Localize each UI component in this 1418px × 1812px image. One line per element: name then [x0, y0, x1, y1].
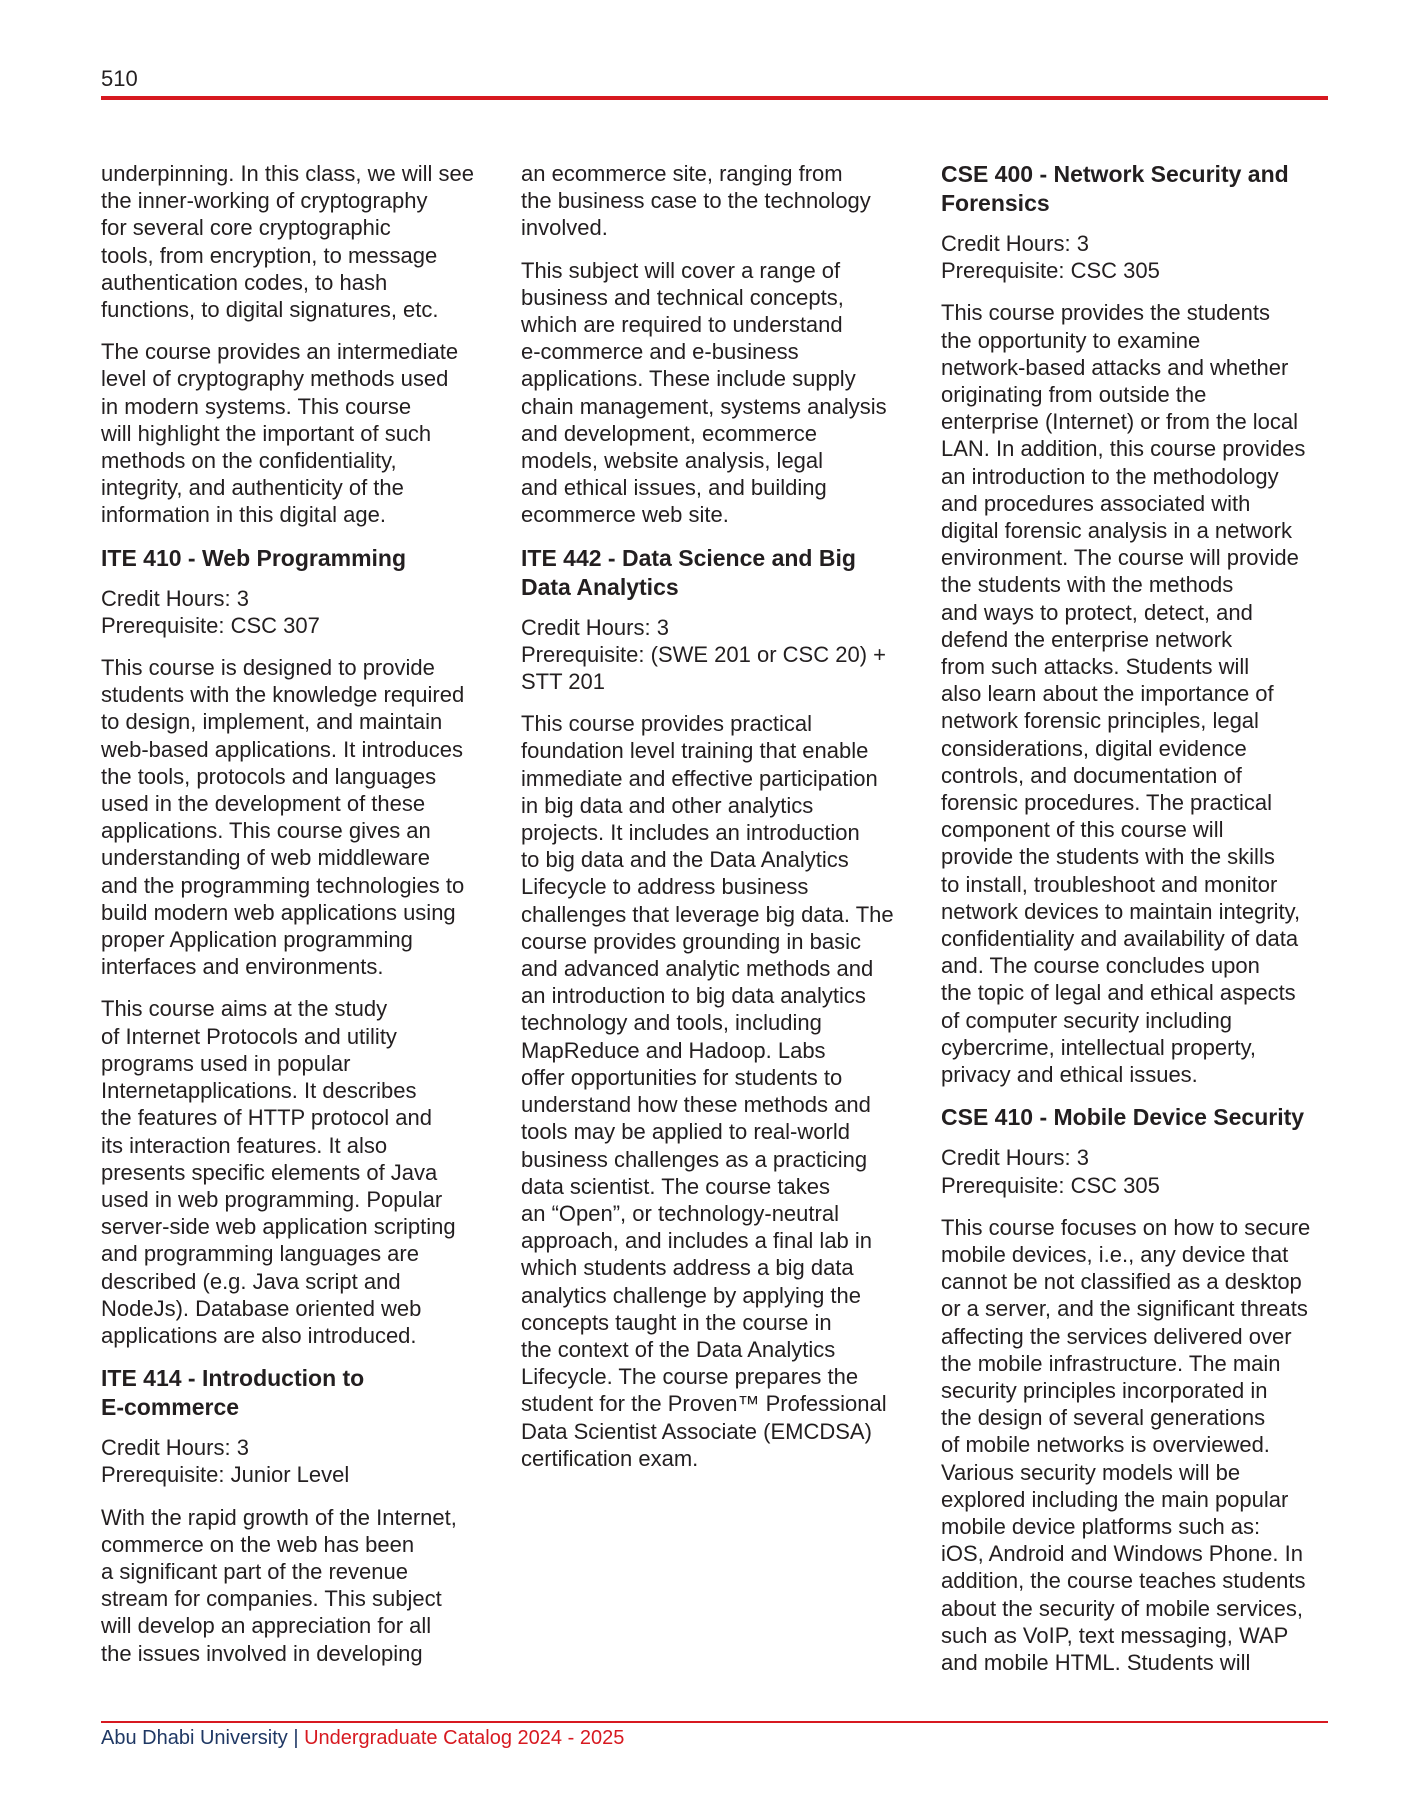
credit-hours: Credit Hours: 3 [101, 1435, 249, 1461]
paragraph: The course provides an intermediate level of cryptography methods used in modern systems. This course will highlight the important of such methods on the confidentiality, integrity, and authenticity of the information in this digital age. [101, 339, 459, 528]
course-title-cse410: CSE 410 - Mobile Device Security [941, 1104, 1305, 1131]
course-title-ite410: ITE 410 - Web Programming [101, 544, 407, 571]
paragraph: This subject will cover a range of business and technical concepts, which are required to understand e-commerce and e-business applications. These include supply chain management, systems analysis and development, ecommerce models, website analysis, legal and ethical issues, and building ecommerce web site. [521, 257, 887, 528]
credit-hours: Credit Hours: 3 [941, 1145, 1089, 1171]
column-left [101, 160, 496, 1682]
course-description: This course aims at the study of Internet Protocols and utility programs used in popular Internetapplications. It describes the features of HTTP protocol and its interaction features. It also presents specific elements of Java used in web programming. Popular server-side web application scripting and programming languages are described (e.g. Java script and NodeJs). Database oriented web applications are also introduced. [101, 996, 456, 1348]
prerequisite: Prerequisite: CSC 307 [101, 612, 320, 638]
course-description: This course is designed to provide students with the knowledge required to design, implement, and maintain web-based applications. It introduces the tools, protocols and languages used in the development of these applications. This course gives an understanding of web middleware and the programming technologies to build modern web applications using proper Application programming interfaces and environments. [101, 655, 465, 980]
course-meta-cse410 [941, 1144, 1336, 1198]
course-description: This course provides practical foundation level training that enable immediate and effective participation in big data and other analytics projects. It includes an introduction to big data and the Data Analytics Lifecycle to address business challenges that leverage big data. The course provides grounding in basic and advanced analytic methods and an introduction to big data analytics technology and tools, including MapReduce and Hadoop. Labs offer opportunities for students to understand how these methods and tools may be applied to real-world business challenges as a practicing data scientist. The course takes an “Open”, or technology-neutral approach, and includes a final lab in which students address a big data analytics challenge by applying the concepts taught in the course in the context of the Data Analytics Lifecycle. The course prepares the student for the Proven™ Professional Data Scientist Associate (EMCDSA) certification exam. [521, 711, 894, 1471]
prerequisite: Prerequisite: Junior Level [101, 1462, 350, 1488]
prerequisite: Prerequisite: (SWE 201 or CSC 20) + STT 201 [521, 641, 886, 695]
column-middle [521, 160, 916, 1487]
course-title-ite414: ITE 414 - Introduction to E-commerce [101, 1365, 365, 1421]
course-title-ite442: ITE 442 - Data Science and Big Data Analytics [521, 544, 856, 600]
course-meta-cse400 [941, 230, 1336, 284]
course-meta-ite410 [101, 585, 496, 639]
footer [101, 1727, 624, 1750]
footer-catalog: Undergraduate Catalog 2024 - 2025 [304, 1727, 625, 1749]
course-description: This course focuses on how to secure mobile devices, i.e., any device that cannot be not classified as a desktop or a server, and the significant threats affecting the services delivered over the mobile infrastructure. The main security principles incorporated in the design of several generations of mobile networks is overviewed. Various security models will be explored including the main popular mobile device platforms such as: iOS, Android and Windows Phone. In addition, the course teaches students about the security of mobile services, such as VoIP, text messaging, WAP and mobile HTML. Students will [941, 1214, 1311, 1675]
credit-hours: Credit Hours: 3 [101, 585, 249, 611]
footer-separator: | [293, 1727, 299, 1749]
course-meta-ite414 [101, 1434, 496, 1488]
page-number: 510 [101, 66, 138, 91]
credit-hours: Credit Hours: 3 [521, 614, 669, 640]
paragraph: underpinning. In this class, we will see the inner-working of cryptography for several core cryptographic tools, from encryption, to message authentication codes, to hash functions, to digital signatures, etc. [101, 161, 474, 323]
credit-hours: Credit Hours: 3 [941, 231, 1089, 256]
course-title-cse400: CSE 400 - Network Security and Forensics [941, 161, 1289, 216]
prerequisite: Prerequisite: CSC 305 [941, 1172, 1160, 1198]
header-rule [101, 96, 1328, 100]
paragraph: an ecommerce site, ranging from the business case to the technology involved. [521, 161, 871, 241]
footer-organization: Abu Dhabi University [101, 1727, 288, 1749]
course-meta-ite442 [521, 614, 916, 696]
prerequisite: Prerequisite: CSC 305 [941, 258, 1160, 284]
course-description: With the rapid growth of the Internet, commerce on the web has been a significant part of the revenue stream for companies. This subject will develop an appreciation for all the issues involved in developing [101, 1504, 457, 1666]
footer-rule [101, 1721, 1328, 1723]
column-right [941, 160, 1336, 1691]
course-description: This course provides the students the opportunity to examine network-based attacks and whether originating from outside the enterprise (Internet) or from the local LAN. In addition, this course provides an introduction to the methodology and procedures associated with digital forensic analysis in a network environment. The course will provide the students with the methods and ways to protect, detect, and defend the enterprise network from such attacks. Students will also learn about the importance of network forensic principles, legal considerations, digital evidence controls, and documentation of forensic procedures. The practical component of this course will provide the students with the skills to install, troubleshoot and monitor network devices to maintain integrity, confidentiality and availability of data and. The course concludes upon the topic of legal and ethical aspects of computer security including cybercrime, intellectual property, privacy and ethical issues. [941, 300, 1306, 1088]
